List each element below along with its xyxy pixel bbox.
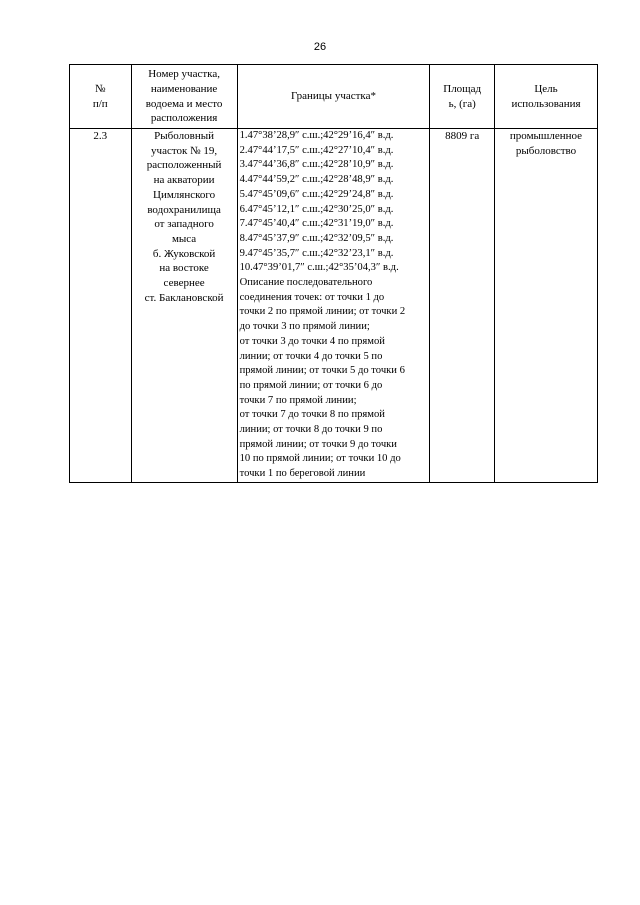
boundaries-cell-line: соединения точек: от точки 1 до bbox=[239, 291, 385, 303]
header-number-line: № bbox=[95, 82, 106, 95]
boundaries-cell-line: от точки 7 до точки 8 по прямой bbox=[239, 409, 385, 421]
boundaries-cell-line: 2.47°44’17,5″ с.ш.;42°27’10,4″ в.д. bbox=[239, 144, 394, 156]
plot-name-cell-line: расположенный bbox=[146, 159, 222, 172]
plot-name-cell-line: на акватории bbox=[153, 174, 215, 187]
header-number bbox=[70, 65, 132, 129]
plot-name-cell-line: мыса bbox=[171, 232, 197, 245]
boundaries-cell-line: 1.47°38’28,9″ с.ш.;42°29’16,4″ в.д. bbox=[239, 130, 394, 141]
area-cell bbox=[430, 129, 495, 483]
table-header-row bbox=[70, 65, 598, 129]
header-plot-name-line: Номер участка, bbox=[148, 68, 220, 81]
boundaries-cell bbox=[237, 129, 430, 483]
plot-name-cell-line: на востоке bbox=[159, 262, 209, 275]
plot-name-cell-line: водохранилища bbox=[147, 203, 221, 216]
header-boundaries-line: Границы участка* bbox=[290, 90, 376, 103]
boundaries-cell-line: 9.47°45’35,7″ с.ш.;42°32’23,1″ в.д. bbox=[239, 247, 394, 259]
boundaries-cell-line: точки 2 по прямой линии; от точки 2 bbox=[239, 306, 406, 318]
plot-name-cell-line: Рыболовный bbox=[154, 130, 214, 142]
plot-name-cell-line: б. Жуковской bbox=[152, 247, 216, 260]
header-purpose-line: использования bbox=[511, 97, 581, 110]
plot-name-cell-line: ст. Баклановской bbox=[144, 291, 224, 304]
boundaries-cell-line: 3.47°44’36,8″ с.ш.;42°28’10,9″ в.д. bbox=[239, 159, 394, 171]
boundaries-cell-line: точки 1 по береговой линии bbox=[239, 468, 366, 480]
row-number-text: 2.3 bbox=[93, 130, 108, 142]
header-number-line: п/п bbox=[92, 97, 108, 110]
boundaries-cell-line: прямой линии; от точки 9 до точки bbox=[239, 438, 397, 450]
page-number: 26 bbox=[313, 41, 327, 53]
table-row bbox=[70, 129, 598, 483]
fishing-plots-table bbox=[69, 64, 598, 483]
area-value: 8809 га bbox=[445, 130, 480, 142]
header-plot-name bbox=[131, 65, 237, 129]
header-purpose bbox=[495, 65, 598, 129]
boundaries-cell-line: точки 7 по прямой линии; bbox=[239, 394, 357, 406]
boundaries-cell-line: 10.47°39’01,7″ с.ш.;42°35’04,3″ в.д. bbox=[239, 262, 399, 274]
boundaries-cell-line: 8.47°45’37,9″ с.ш.;42°32’09,5″ в.д. bbox=[239, 232, 394, 244]
row-number bbox=[70, 129, 132, 483]
boundaries-cell-line: линии; от точки 8 до точки 9 по bbox=[239, 424, 383, 436]
boundaries-cell-line: до точки 3 по прямой линии; bbox=[239, 321, 370, 333]
plot-name-cell-line: участок № 19, bbox=[151, 144, 218, 157]
boundaries-cell-line: линии; от точки 4 до точки 5 по bbox=[239, 350, 383, 362]
boundaries-cell-line: по прямой линии; от точки 6 до bbox=[239, 379, 383, 391]
header-area bbox=[430, 65, 495, 129]
boundaries-cell-line: Описание последовательного bbox=[239, 277, 373, 289]
header-plot-name-line: водоема и место bbox=[145, 97, 223, 110]
boundaries-cell-line: 7.47°45’40,4″ с.ш.;42°31’19,0″ в.д. bbox=[239, 218, 394, 230]
plot-name-cell-line: Цимлянского bbox=[153, 188, 216, 201]
header-area-line: Площад bbox=[443, 82, 482, 95]
plot-name-cell-line: от западного bbox=[154, 218, 214, 231]
plot-name-cell-line: севернее bbox=[163, 277, 205, 290]
boundaries-cell-line: от точки 3 до точки 4 по прямой bbox=[239, 335, 385, 347]
header-boundaries bbox=[237, 65, 430, 129]
boundaries-cell-line: 6.47°45’12,1″ с.ш.;42°30’25,0″ в.д. bbox=[239, 203, 394, 215]
purpose-cell-line: рыболовство bbox=[515, 144, 577, 157]
boundaries-cell-line: прямой линии; от точки 5 до точки 6 bbox=[239, 365, 405, 377]
plot-name-cell bbox=[131, 129, 237, 483]
purpose-cell bbox=[495, 129, 598, 483]
boundaries-cell-line: 4.47°44’59,2″ с.ш.;42°28’48,9″ в.д. bbox=[239, 174, 394, 186]
purpose-cell-line: промышленное bbox=[509, 130, 583, 142]
header-purpose-line: Цель bbox=[534, 82, 558, 95]
boundaries-cell-line: 10 по прямой линии; от точки 10 до bbox=[239, 453, 401, 465]
header-plot-name-line: расположения bbox=[150, 112, 218, 125]
boundaries-cell-line: 5.47°45’09,6″ с.ш.;42°29’24,8″ в.д. bbox=[239, 188, 394, 200]
header-plot-name-line: наименование bbox=[150, 82, 218, 95]
header-area-line: ь, (га) bbox=[448, 97, 476, 110]
